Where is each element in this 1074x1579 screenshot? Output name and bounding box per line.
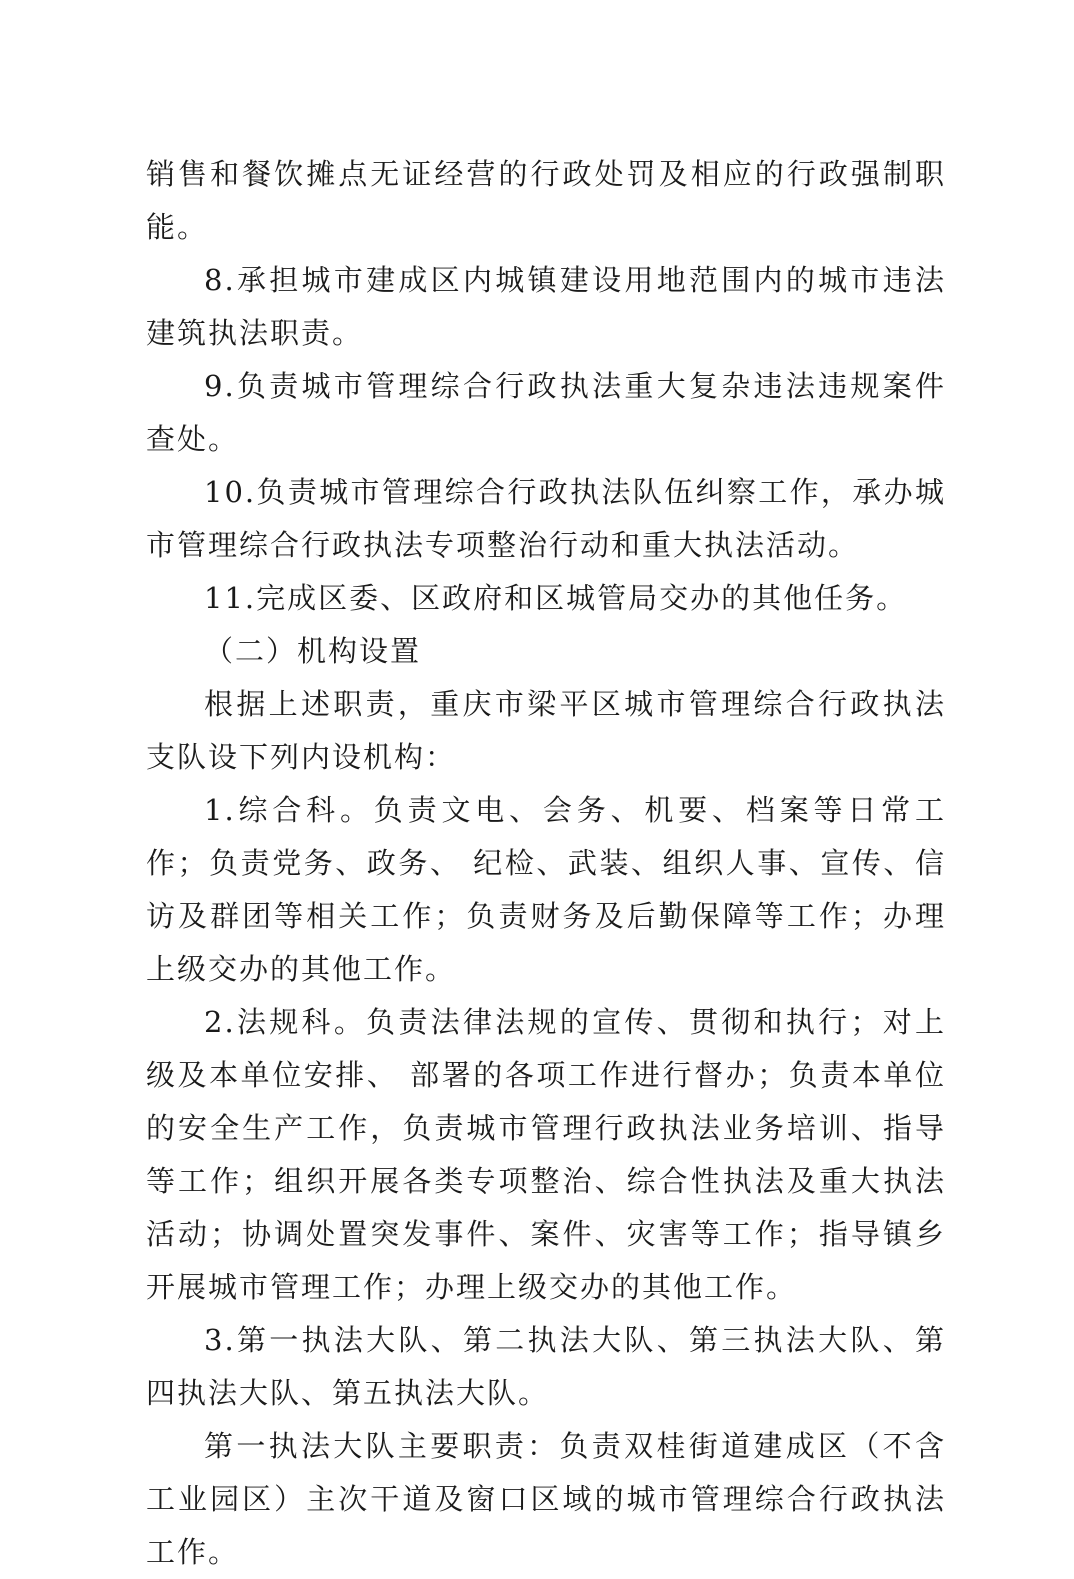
- paragraph-duty-7-continued: 销售和餐饮摊点无证经营的行政处罚及相应的行政强制职能。: [146, 157, 946, 244]
- paragraph-enforcement-brigades: 3.第一执法大队、第二执法大队、第三执法大队、第四执法大队、第五执法大队。: [146, 1323, 946, 1410]
- paragraph-organization-intro: 根据上述职责，重庆市梁平区城市管理综合行政执法支队设下列内设机构：: [146, 687, 946, 774]
- paragraph-first-brigade-duties: 第一执法大队主要职责：负责双桂街道建成区（不含工业园区）主次干道及窗口区域的城市管理综合行政执法工作。: [146, 1429, 946, 1569]
- paragraph-duty-10: 10.负责城市管理综合行政执法队伍纠察工作，承办城市管理综合行政执法专项整治行动和重大执法活动。: [146, 475, 946, 562]
- paragraph-legal-office: 2.法规科。负责法律法规的宣传、贯彻和执行；对上级及本单位安排、 部署的各项工作进行督办；负责本单位的安全生产工作，负责城市管理行政执法业务培训、指导等工作；组织开展各类专项整治、综合性执法及重大执法活动；协调处置突发事件、案件、灾害等工作；指导镇乡开展城市管理工作；办理上级交办的其他工作。: [146, 1005, 946, 1304]
- paragraph-general-office: 1.综合科。负责文电、会务、机要、档案等日常工作；负责党务、政务、 纪检、武装、组织人事、宣传、信访及群团等相关工作；负责财务及后勤保障等工作；办理上级交办的其他工作。: [146, 793, 946, 986]
- section-heading-organization: （二）机构设置: [204, 634, 422, 668]
- document-body: [146, 148, 946, 1579]
- paragraph-duty-9: 9.负责城市管理综合行政执法重大复杂违法违规案件查处。: [146, 369, 946, 456]
- paragraph-duty-8: 8.承担城市建成区内城镇建设用地范围内的城市违法建筑执法职责。: [146, 263, 946, 350]
- paragraph-duty-11: 11.完成区委、区政府和区城管局交办的其他任务。: [204, 581, 908, 615]
